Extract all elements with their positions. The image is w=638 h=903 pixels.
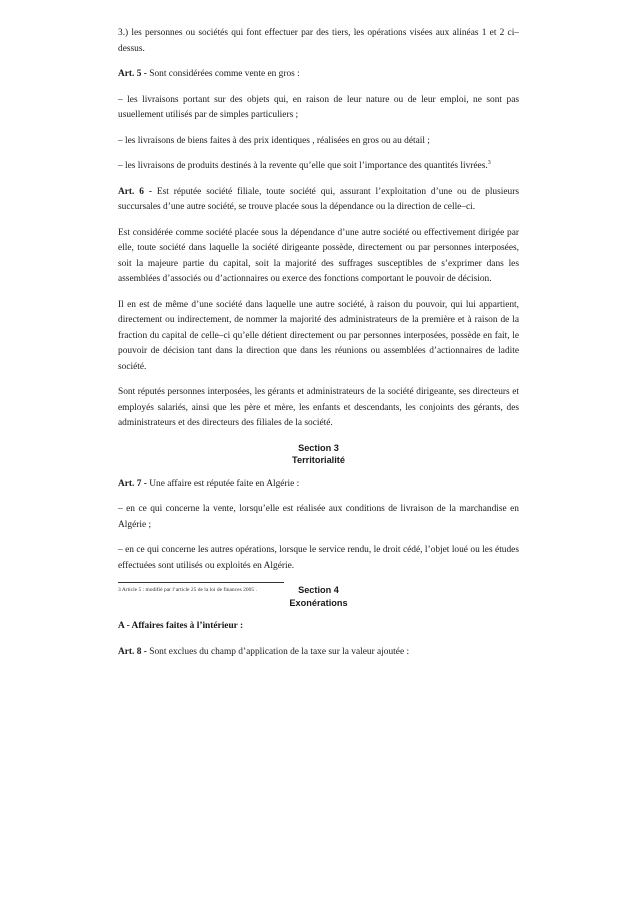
section-3-title: Territorialité — [292, 455, 345, 465]
intro-paragraph: 3.) les personnes ou sociétés qui font effectuer par des tiers, les opérations visées aux alinéas 1 et 2 ci–dessus. — [118, 28, 519, 54]
section-3-number: Section 3 — [298, 442, 339, 453]
art5-text: Sont considérées comme vente en gros : — [146, 69, 300, 79]
footnote: 3 Article 5 : modifié par l’article 25 de la loi de finances 2005 . — [118, 587, 257, 593]
art6-paragraph — [118, 185, 519, 216]
art6-paragraph-2: Est considérée comme société placée sous la dépendance d’une autre société ou effectivement dirigée par elle, toute société dans laquelle la société dirigeante possède, directement ou par personnes interposées, soit la majeure partie du capital, soit la majorité des suffrages susceptibles de s’exprimer dans les assemblées d’associés ou d’actionnaires ou exerce des fonctions comportant le pouvoir de décision. — [118, 227, 519, 284]
art5-paragraph — [118, 67, 519, 83]
section-4-title: Exonérations — [289, 597, 348, 608]
section-3-heading — [118, 442, 519, 467]
art5-item-1: – les livraisons portant sur des objets qui, en raison de leur nature ou de leur emploi, ne sont pas usuellement utilisés par de simples particuliers ; — [118, 94, 519, 120]
art6-paragraph-3: Il en est de même d’une société dans laquelle une autre société, à raison du pouvoir, qui lui appartient, directement ou indirectement, de nommer la majorité des administrateurs de la première et à raison de la fraction du capital de celle–ci qu’elle détient directement ou par personnes interposées, possède en fait, le pouvoir de décision tant dans la direction que dans les réunions ou assemblées d’actionnaires de ladite société. — [118, 299, 519, 372]
art5-item-3-text: – les livraisons de produits destinés à la revente qu’elle que soit l’importance des quantités livrées. — [118, 161, 488, 171]
art7-text: Une affaire est réputée faite en Algérie : — [146, 478, 300, 489]
art5-item-3 — [118, 159, 519, 175]
section-4-number: Section 4 — [298, 585, 339, 595]
art7-paragraph — [118, 477, 519, 493]
subheading-affaires-interieur: A - Affaires faites à l’intérieur : — [118, 621, 244, 631]
art6-text: Est réputée société filiale, toute société qui, assurant l’exploitation d’une ou de plusieurs succursales d’une autre société, se trouve placée sous la dépendance ou la direction de celle–ci. — [118, 186, 519, 212]
art7-label: Art. 7 - — [118, 478, 147, 489]
document-body — [118, 26, 519, 670]
art8-text: Sont exclues du champ d’application de la taxe sur la valeur ajoutée : — [146, 646, 410, 657]
art6-paragraph-4: Sont réputés personnes interposées, les gérants et administrateurs de la société dirigeante, ses directeurs et employés salariés, ainsi que les père et mère, les enfants et descendants, les conjoints des gérants, des administrateurs et des directeurs des filiales de la société. — [118, 387, 519, 428]
art7-item-1: – en ce qui concerne la vente, lorsqu’elle est réalisée aux conditions de livraison de la marchandise en Algérie ; — [118, 504, 519, 530]
footnote-divider — [118, 582, 284, 583]
footnote-ref: 3 — [487, 159, 491, 166]
art8-label: Art. 8 - — [118, 646, 147, 657]
art5-item-2: – les livraisons de biens faites à des prix identiques , réalisées en gros ou au détail ; — [118, 135, 430, 146]
art7-item-2: – en ce qui concerne les autres opérations, lorsque le service rendu, le droit cédé, l’objet loué ou les études effectuées sont utilisés ou exploités en Algérie. — [118, 545, 519, 571]
art6-label: Art. 6 - — [118, 186, 152, 197]
art8-paragraph — [118, 645, 519, 661]
art5-label: Art. 5 - — [118, 69, 147, 79]
